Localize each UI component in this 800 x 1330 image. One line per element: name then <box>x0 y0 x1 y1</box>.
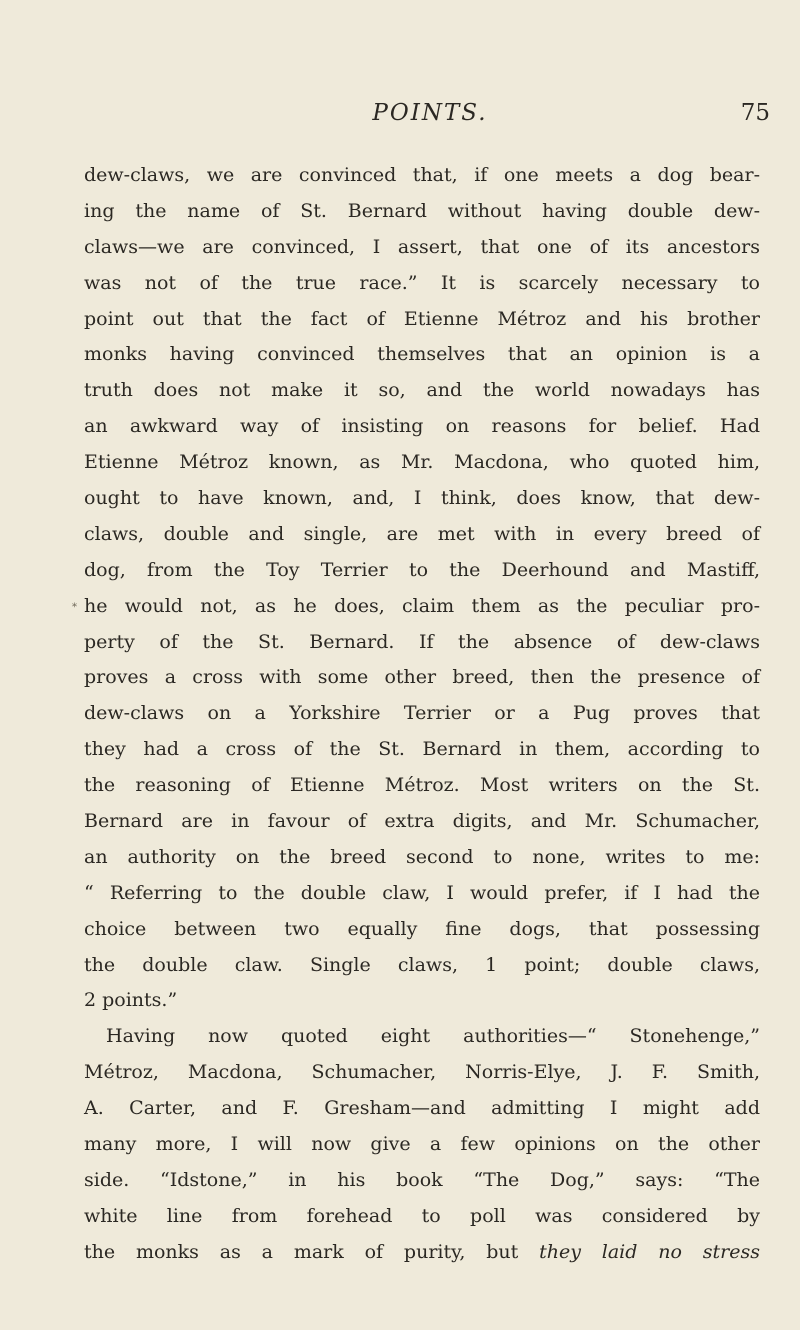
text-line: proves a cross with some other breed, then the presence of <box>84 666 760 689</box>
text-line: choice between two equally fine dogs, that possessing <box>84 917 760 940</box>
text-line: perty of the St. Bernard. If the absence of dew-claws <box>84 630 760 653</box>
text-line: Bernard are in favour of extra digits, and Mr. Schumacher, <box>84 810 760 833</box>
text-line: dew-claws, we are convinced that, if one meets a dog bear- <box>84 164 760 186</box>
margin-mark: * <box>72 602 77 613</box>
final-line-plain: the monks as a mark of purity, but <box>84 1240 540 1263</box>
text-line: dog, from the Toy Terrier to the Deerhound and Mastiff, <box>84 558 760 581</box>
text-line: ought to have known, and, I think, does know, that dew- <box>84 487 760 510</box>
text-line: point out that the fact of Etienne Métroz and his brother <box>84 307 760 330</box>
text-line: they had a cross of the St. Bernard in them, according to <box>84 738 760 761</box>
text-line: many more, I will now give a few opinions on the other <box>84 1133 760 1156</box>
text-line-final <box>84 1235 760 1271</box>
text-line: was not of the true race.” It is scarcely necessary to <box>84 271 760 294</box>
text-line: white line from forehead to poll was considered by <box>84 1204 760 1227</box>
text-line: Etienne Métroz known, as Mr. Macdona, who quoted him, <box>84 451 760 474</box>
text-line: claws—we are convinced, I assert, that one of its ancestors <box>84 235 760 258</box>
text-line: 2 points.” <box>84 989 178 1012</box>
body-text <box>84 158 760 1271</box>
text-line: monks having convinced themselves that an opinion is a <box>84 343 760 366</box>
text-line: “ Referring to the double claw, I would prefer, if I had the <box>84 881 760 904</box>
text-line: Métroz, Macdona, Schumacher, Norris-Elye, J. F. Smith, <box>84 1061 760 1084</box>
text-line: claws, double and single, are met with in every breed of <box>84 522 760 545</box>
text-line: side. “Idstone,” in his book “The Dog,” says: “The <box>84 1168 760 1191</box>
text-line: Having now quoted eight authorities—“ Stonehenge,” <box>106 1025 760 1048</box>
text-line: truth does not make it so, and the world nowadays has <box>84 379 760 402</box>
text-line: A. Carter, and F. Gresham—and admitting I might add <box>84 1097 760 1120</box>
text-line: an awkward way of insisting on reasons for belief. Had <box>84 415 760 438</box>
text-line: an authority on the breed second to none, writes to me: <box>84 845 760 868</box>
final-line-italic: they laid no stress <box>539 1240 760 1263</box>
text-line: the reasoning of Etienne Métroz. Most writers on the St. <box>84 774 760 797</box>
page-number: 75 <box>740 100 770 126</box>
text-line: he would not, as he does, claim them as the peculiar pro- <box>84 594 760 617</box>
text-line: the double claw. Single claws, 1 point; double claws, <box>84 953 760 976</box>
running-title: POINTS. <box>372 100 488 126</box>
text-line: dew-claws on a Yorkshire Terrier or a Pug proves that <box>84 702 760 725</box>
text-line: ing the name of St. Bernard without having double dew- <box>84 199 760 222</box>
page-header <box>90 100 770 134</box>
